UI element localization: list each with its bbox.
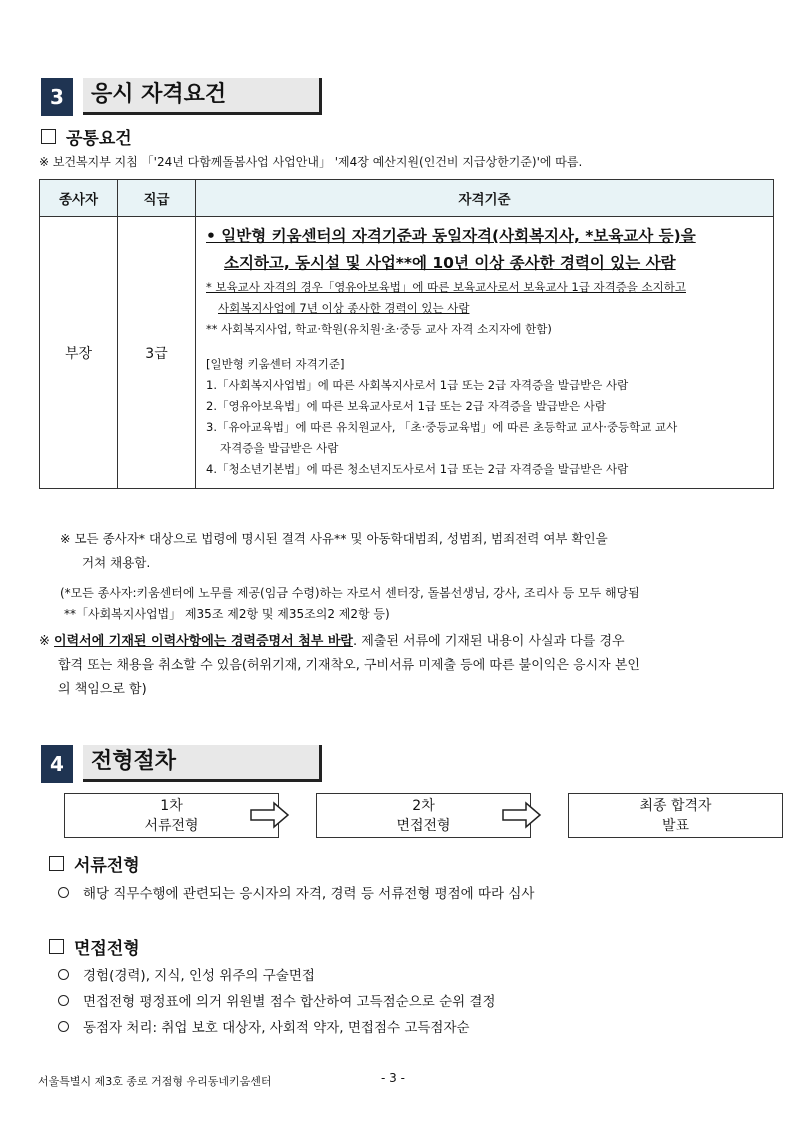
doc-item-text: 해당 직무수행에 관련되는 응시자의 자격, 경력 등 서류전형 평점에 따라 심사 xyxy=(83,886,535,902)
flow-step-1 xyxy=(64,793,279,838)
note-2: ** 사회복지사업, 학교·학원(유치원·초·중등 교사 자격 소지자에 한함) xyxy=(206,322,552,336)
general-criteria-heading: [일반형 키움센터 자격기준] xyxy=(206,357,345,371)
flow-step-2 xyxy=(316,793,531,838)
warning-bold: 이력서에 기재된 이력사항에는 경력증명서 첨부 바람 xyxy=(54,634,353,649)
common-heading-text: 공통요건 xyxy=(66,129,132,149)
general-item-2: 2.「영유아보육법」에 따른 보육교사로서 1급 또는 2급 자격증을 발급받은 사람 xyxy=(206,399,607,413)
after-note-2-line-1: (*모든 종사자:키움센터에 노무를 제공(임금 수령)하는 자로서 센터장, 돌봄선생님, 강사, 조리사 등 모두 해당됨 xyxy=(60,586,640,600)
right-arrow-icon xyxy=(250,800,290,830)
general-item-4: 4.「청소년기본법」에 따른 청소년지도사로서 1급 또는 2급 자격증을 발급받은 사람 xyxy=(206,462,629,476)
section-number: 3 xyxy=(41,78,73,116)
right-arrow-icon xyxy=(502,800,542,830)
flow-step-3-line-2: 발표 xyxy=(661,817,690,834)
warning-line-2: 합격 또는 채용을 취소할 수 있음(허위기재, 기재착오, 구비서류 미제출 등에 따른 불이익은 응시자 본인 xyxy=(58,658,640,673)
table-header-row xyxy=(40,180,774,217)
section-3-heading xyxy=(41,78,321,116)
flow-step-3-line-1: 최종 합격자 xyxy=(639,797,712,814)
page-number: - 3 - xyxy=(381,1071,405,1085)
flow-step-1-line-1: 1차 xyxy=(160,797,183,814)
section-4-heading xyxy=(41,745,321,783)
section-number: 4 xyxy=(41,745,73,783)
table-row xyxy=(40,217,774,489)
after-note-1-line-1: ※ 모든 종사자* 대상으로 법령에 명시된 결격 사유** 및 아동학대범죄, 성범죄, 범죄전력 여부 확인을 xyxy=(60,531,608,546)
footer-org: 서울특별시 제3호 종로 거점형 우리동네키움센터 xyxy=(38,1075,272,1088)
common-requirements-heading xyxy=(41,124,132,149)
interview-item-2 xyxy=(58,990,496,1010)
general-item-1: 1.「사회복지사업법」에 따른 사회복지사로서 1급 또는 2급 자격증을 발급받은 사람 xyxy=(206,378,629,392)
interview-item-text: 면접전형 평정표에 의거 위원별 점수 합산하여 고득점순으로 순위 결정 xyxy=(83,994,496,1010)
interview-item-text: 동점자 처리: 취업 보호 대상자, 사회적 약자, 면접점수 고득점자순 xyxy=(83,1020,470,1036)
section-title: 응시 자격요건 xyxy=(83,78,322,115)
circle-bullet-icon xyxy=(58,887,69,898)
checkbox-square-icon xyxy=(49,856,64,871)
guideline-note: ※ 보건복지부 지침 「'24년 다함께돌봄사업 사업안내」 '제4장 예산지원(인건비 지급상한기준)'에 따름. xyxy=(39,155,583,169)
grade-cell: 3급 xyxy=(118,217,196,489)
role-cell: 부장 xyxy=(40,217,118,489)
section-title: 전형절차 xyxy=(83,745,322,782)
main-criteria-line-1: • 일반형 키움센터의 자격기준과 동일자격(사회복지사, *보육교사 등)을 xyxy=(206,227,696,245)
interview-heading-text: 면접전형 xyxy=(74,939,140,959)
header-criteria: 자격기준 xyxy=(196,180,774,217)
general-item-3-cont: 자격증을 발급받은 사람 xyxy=(220,441,339,455)
header-role: 종사자 xyxy=(40,180,118,217)
flow-step-1-line-2: 서류전형 xyxy=(144,817,199,834)
flow-step-3 xyxy=(568,793,783,838)
doc-heading-text: 서류전형 xyxy=(74,856,140,876)
warning-rest: . 제출된 서류에 기재된 내용이 사실과 다를 경우 xyxy=(352,634,625,649)
checkbox-square-icon xyxy=(49,939,64,954)
circle-bullet-icon xyxy=(58,1021,69,1032)
interview-screening-heading xyxy=(49,934,140,959)
note-1-line-2: 사회복지사업에 7년 이상 종사한 경력이 있는 사람 xyxy=(218,301,470,315)
header-grade: 직급 xyxy=(118,180,196,217)
circle-bullet-icon xyxy=(58,969,69,980)
main-criteria-line-2: 소지하고, 동시설 및 사업**에 10년 이상 종사한 경력이 있는 사람 xyxy=(224,254,676,272)
qualification-table xyxy=(39,179,774,489)
document-screening-heading xyxy=(49,851,140,876)
flow-step-2-line-2: 면접전형 xyxy=(396,817,451,834)
warning-line-3: 의 책임으로 함) xyxy=(58,682,147,697)
general-item-3: 3.「유아교육법」에 따른 유치원교사, 「초·중등교육법」에 따른 초등학교 교사·중등학교 교사 xyxy=(206,420,678,434)
after-note-1-line-2: 거쳐 채용함. xyxy=(82,555,151,570)
after-note-2-line-2: **「사회복지사업법」 제35조 제2항 및 제35조의2 제2항 등) xyxy=(64,607,390,621)
interview-item-3 xyxy=(58,1016,470,1036)
interview-item-text: 경험(경력), 지식, 인성 위주의 구술면접 xyxy=(83,968,315,984)
flow-step-2-line-1: 2차 xyxy=(412,797,435,814)
note-1-line-1: * 보육교사 자격의 경우「영유아보육법」에 따른 보육교사로서 보육교사 1급 자격증을 소지하고 xyxy=(206,280,686,294)
circle-bullet-icon xyxy=(58,995,69,1006)
warning-mark: ※ xyxy=(39,634,50,649)
interview-item-1 xyxy=(58,964,315,984)
criteria-cell xyxy=(196,217,774,489)
checkbox-square-icon xyxy=(41,129,56,144)
doc-item-1 xyxy=(58,882,534,902)
warning-line-1 xyxy=(39,630,625,649)
